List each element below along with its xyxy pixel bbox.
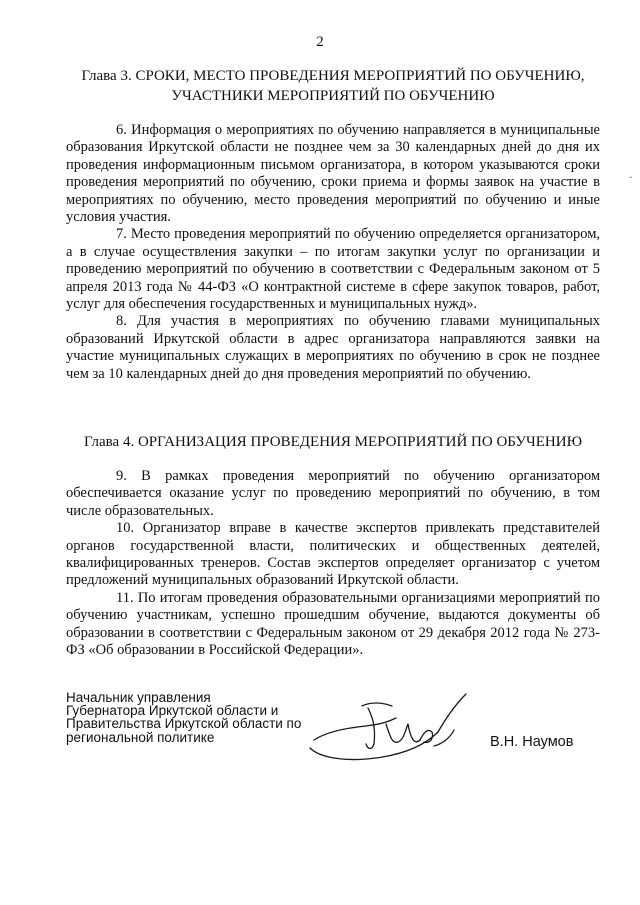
signatory-title-line: Губернатора Иркутской области и (66, 703, 279, 719)
chapter3-body (66, 122, 600, 383)
chapter3-heading (66, 66, 600, 106)
chapter4-heading: Глава 4. ОРГАНИЗАЦИЯ ПРОВЕДЕНИЯ МЕРОПРИЯТИЙ ПО ОБУЧЕНИЮ (83, 434, 583, 450)
paragraph-10: 10. Организатор вправе в качестве экспертов привлекать представителей органов государственной власти, политических и общественных деятелей, квалифицированных тренеров. Состав экспертов определяет организатор с учетом предложений муниципальных образований Иркутской области. (66, 520, 600, 589)
page-number: 2 (316, 34, 324, 50)
signatory-title (66, 691, 301, 744)
chapter4-body (66, 468, 600, 659)
paragraph-6: 6. Информация о мероприятиях по обучению направляется в муниципальные образования Иркутской области не позднее чем за 30 календарных дней до дня их проведения информационным письмом организатора, в котором указываются сроки проведения мероприятий по обучению, сроки приема и формы заявок на участие в мероприятиях по обучению, место проведения мероприятий по обучению и иные условия участия. (66, 122, 600, 226)
chapter3-heading-line1: Глава 3. СРОКИ, МЕСТО ПРОВЕДЕНИЯ МЕРОПРИЯТИЙ ПО ОБУЧЕНИЮ, (81, 68, 585, 84)
paragraph-9: 9. В рамках проведения мероприятий по обучению организатором обеспечивается оказание услуг по проведению мероприятий по обучению, в том числе образовательных. (66, 468, 600, 519)
margin-mark: ˇ (629, 176, 633, 187)
chapter3-heading-line2: УЧАСТНИКИ МЕРОПРИЯТИЙ ПО ОБУЧЕНИЮ (171, 88, 495, 104)
signatory-title-line: региональной политике (66, 729, 215, 745)
signatory-title-line: Правительства Иркутской области по (66, 716, 302, 732)
signatory-name: В.Н. Наумов (490, 734, 574, 750)
paragraph-11: 11. По итогам проведения образовательными организациями мероприятий по обучению участникам, успешно прошедшим обучение, выдаются документы об образовании в соответствии с Федеральным законом от 29 декабря 2012 года № 273-ФЗ «Об образовании в Российской Федерации». (66, 589, 600, 659)
paragraph-8: 8. Для участия в мероприятиях по обучению главами муниципальных образований Иркутской области в адрес организатора направляются заявки на участие муниципальных служащих в мероприятиях по обучению в срок не позднее чем за 10 календарных дней до дня проведения мероприятий по обучению. (66, 313, 600, 382)
handwritten-signature (306, 688, 476, 768)
signatory-title-line: Начальник управления (66, 690, 211, 705)
paragraph-7: 7. Место проведения мероприятий по обучению определяется организатором, а в случае осуществления закупки – по итогам закупки услуг по организации и проведению мероприятий по обучению в соответствии с Федеральным законом от 5 апреля 2013 года № 44-ФЗ «О контрактной системе в сфере закупок товаров, работ, услуг для обеспечения государственных и муниципальных нужд». (66, 226, 600, 313)
